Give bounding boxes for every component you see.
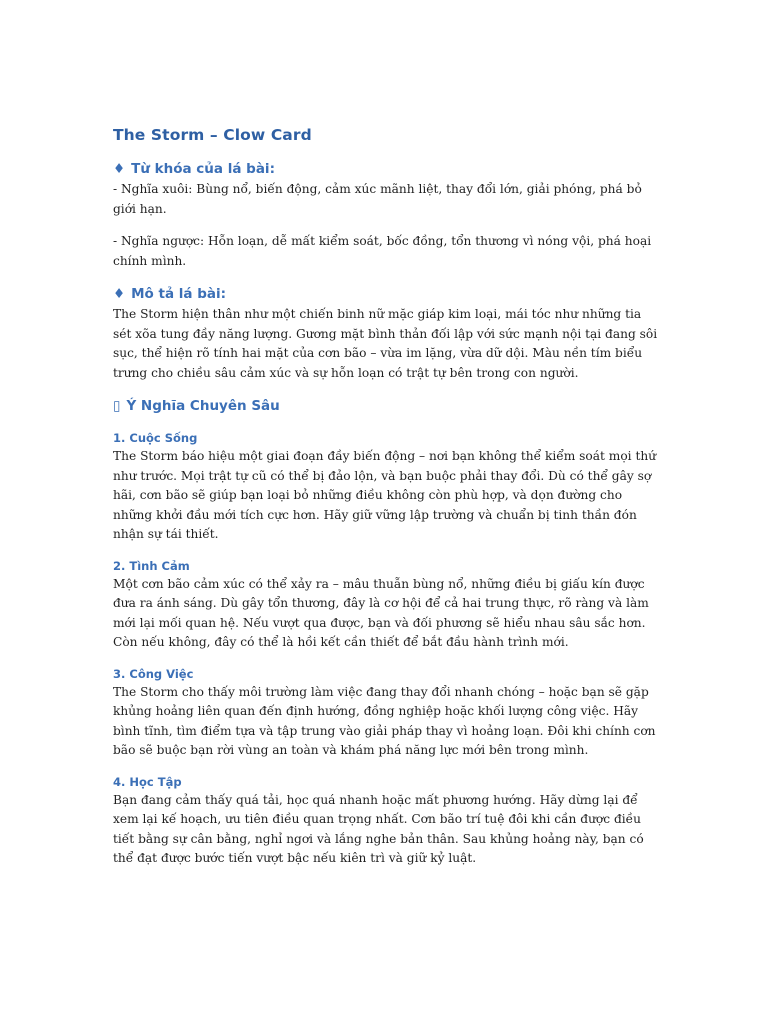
description-heading xyxy=(113,286,658,302)
diamond-icon: ♦ xyxy=(113,286,126,302)
description-heading-text: Mô tả lá bài: xyxy=(131,286,227,302)
deep-meaning-heading-text: Ý Nghĩa Chuyên Sâu xyxy=(126,398,280,414)
description-body: The Storm hiện thân như một chiến binh nữ mặc giáp kim loại, mái tóc như những tia sét xõa tung đầy năng lượng. Gương mặt bình thản đối lập với sức mạnh nội tại đang sôi sục, thể hiện rõ tính hai mặt của cơn bão – vừa im lặng, vừa dữ dội. Màu nền tím biểu trưng cho chiều sâu cảm xúc và sự hỗn loạn có trật tự bên trong con người. xyxy=(113,307,658,380)
life-heading: 1. Cuộc Sống xyxy=(113,431,198,445)
love-heading: 2. Tình Cảm xyxy=(113,558,190,573)
keywords-upright: - Nghĩa xuôi: Bùng nổ, biến động, cảm xúc mãnh liệt, thay đổi lớn, giải phóng, phá bỏ giới hạn. xyxy=(113,182,642,216)
keywords-heading-text: Từ khóa của lá bài: xyxy=(131,161,275,177)
work-body: The Storm cho thấy môi trường làm việc đang thay đổi nhanh chóng – hoặc bạn sẽ gặp khủng hoảng liên quan đến định hướng, đồng nghiệp hoặc khối lượng công việc. Hãy bình tĩnh, tìm điểm tựa và tập trung vào giải pháp thay vì hoảng loạn. Đôi khi chính cơn bão sẽ buộc bạn rời vùng an toàn và khám phá năng lực mới bên trong mình. xyxy=(113,684,656,757)
keywords-heading xyxy=(113,161,658,177)
missing-glyph-icon: ▯ xyxy=(113,398,121,414)
deep-meaning-heading xyxy=(113,398,658,414)
study-body: Bạn đang cảm thấy quá tải, học quá nhanh hoặc mất phương hướng. Hãy dừng lại để xem lại kế hoạch, ưu tiên điều quan trọng nhất. Cơn bão trí tuệ đôi khi cần được điều tiết bằng sự cân bằng, nghỉ ngơi và lắng nghe bản thân. Sau khủng hoảng này, bạn có thể đạt được bước tiến vượt bậc nếu kiên trì và giữ kỷ luật. xyxy=(113,792,644,865)
document-page xyxy=(113,118,658,869)
page-title: The Storm – Clow Card xyxy=(113,126,312,144)
study-heading: 4. Học Tập xyxy=(113,774,182,789)
life-body: The Storm báo hiệu một giai đoạn đầy biến động – nơi bạn không thể kiểm soát mọi thứ như trước. Mọi trật tự cũ có thể bị đảo lộn, và bạn buộc phải thay đổi. Dù có thể gây sợ hãi, cơn bão sẽ giúp bạn loại bỏ những điều không còn phù hợp, và dọn đường cho những khởi đầu mới tích cực hơn. Hãy giữ vững lập trường và chuẩn bị tinh thần đón nhận sự tái thiết. xyxy=(113,449,657,541)
work-heading: 3. Công Việc xyxy=(113,666,194,681)
love-body: Một cơn bão cảm xúc có thể xảy ra – mâu thuẫn bùng nổ, những điều bị giấu kín được đưa ra ánh sáng. Dù gây tổn thương, đây là cơ hội để cả hai trung thực, rõ ràng và làm mới lại mối quan hệ. Nếu vượt qua được, bạn và đối phương sẽ hiểu nhau sâu sắc hơn. Còn nếu không, đây có thể là hồi kết cần thiết để bắt đầu hành trình mới. xyxy=(113,576,649,649)
keywords-reversed: - Nghĩa ngược: Hỗn loạn, dễ mất kiểm soát, bốc đồng, tổn thương vì nóng vội, phá hoại chính mình. xyxy=(113,234,652,268)
diamond-icon: ♦ xyxy=(113,161,126,177)
